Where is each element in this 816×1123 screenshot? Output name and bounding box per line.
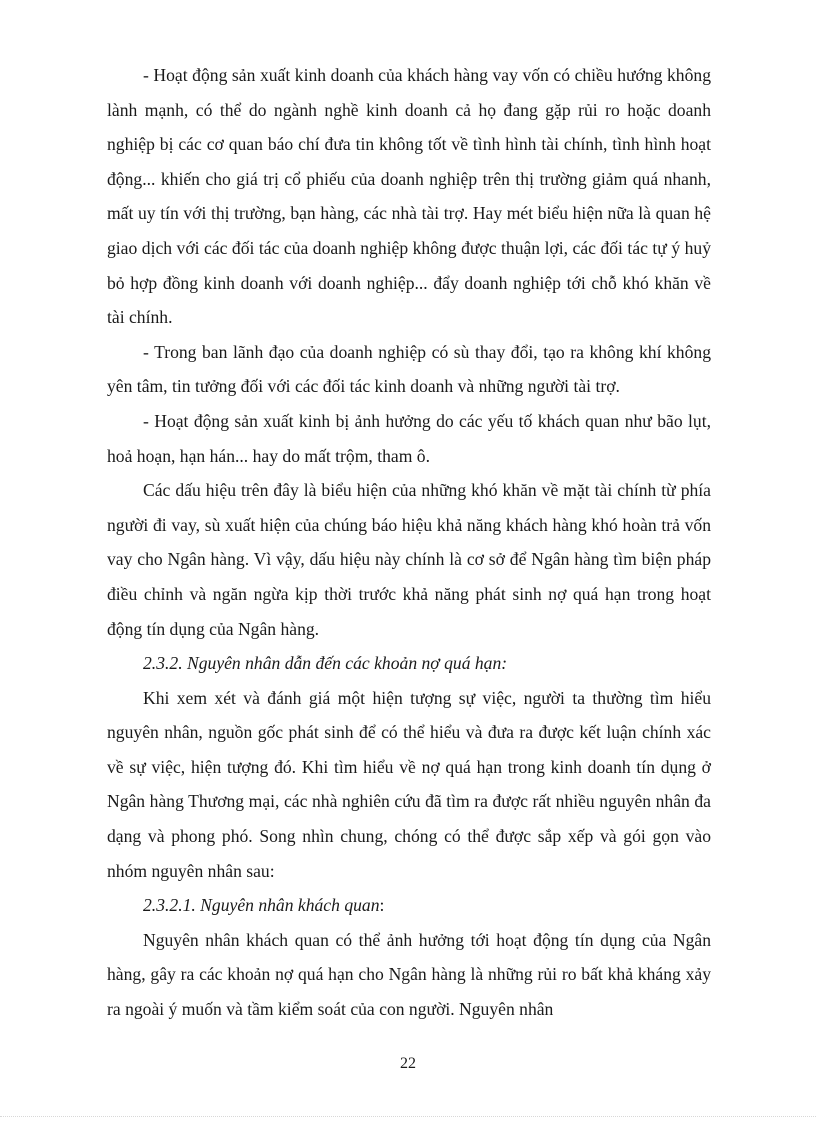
paragraph-unhealthy-business: - Hoạt động sản xuất kinh doanh của khách hàng vay vốn có chiều hướng không lành mạnh, có thể do ngành nghề kinh doanh cả họ đang gặp rủi ro hoặc doanh nghiệp bị các cơ quan báo chí đưa tin không tốt về tình hình tài chính, tình hình hoạt động... khiến cho giá trị cổ phiếu của doanh nghiệp trên thị trường giảm quá nhanh, mất uy tín với thị trường, bạn hàng, các nhà tài trợ. Hay mét biểu hiện nữa là quan hệ giao dịch với các đối tác của doanh nghiệp không được thuận lợi, các đối tác tự ý huỷ bỏ hợp đồng kinh doanh với doanh nghiệp... đẩy doanh nghiệp tới chỗ khó khăn về tài chính.: [107, 65, 711, 328]
subsection-heading-text: 2.3.2.1. Nguyên nhân khách quan: [143, 895, 380, 916]
subsection-heading-colon: :: [379, 895, 385, 916]
page-number: 22: [400, 1055, 416, 1072]
section-heading-causes: 2.3.2. Nguyên nhân dẫn đến các khoản nợ quá hạn:: [143, 653, 508, 674]
page-bottom-divider: [0, 1116, 816, 1117]
paragraph-objective-factors: - Hoạt động sản xuất kinh bị ảnh hưởng do các yếu tố khách quan như bão lụt, hoả hoạn, hạn hán... hay do mất trộm, tham ô.: [107, 410, 711, 466]
paragraph-signs-summary: Các dấu hiệu trên đây là biểu hiện của những khó khăn về mặt tài chính từ phía người đi vay, sù xuất hiện của chúng báo hiệu khả năng khách hàng khó hoàn trả vốn vay cho Ngân hàng. Vì vậy, dấu hiệu này chính là cơ sở để Ngân hàng tìm biện pháp điều chỉnh và ngăn ngừa kịp thời trước khả năng phát sinh nợ quá hạn trong hoạt động tín dụng của Ngân hàng.: [107, 480, 711, 639]
paragraph-objective-causes: Nguyên nhân khách quan có thể ảnh hưởng tới hoạt động tín dụng của Ngân hàng, gây ra các khoản nợ quá hạn cho Ngân hàng là những rủi ro bất khả kháng xảy ra ngoài ý muốn và tầm kiểm soát của con người. Nguyên nhân: [107, 929, 711, 1020]
body-text: [107, 58, 711, 1027]
subsection-heading-objective: [107, 888, 711, 923]
paragraph-causes-intro: Khi xem xét và đánh giá một hiện tượng sự việc, người ta thường tìm hiểu nguyên nhân, nguồn gốc phát sinh để có thể hiểu và đưa ra được kết luận chính xác về sự việc, hiện tượng đó. Khi tìm hiểu về nợ quá hạn trong kinh doanh tín dụng ở Ngân hàng Thương mại, các nhà nghiên cứu đã tìm ra được rất nhiều nguyên nhân đa dạng và phong phó. Song nhìn chung, chóng có thể được sắp xếp và gói gọn vào nhóm nguyên nhân sau:: [107, 687, 711, 881]
paragraph-leadership-change: - Trong ban lãnh đạo của doanh nghiệp có sù thay đổi, tạo ra không khí không yên tâm, tin tưởng đối với các đối tác kinh doanh và những người tài trợ.: [107, 341, 711, 397]
